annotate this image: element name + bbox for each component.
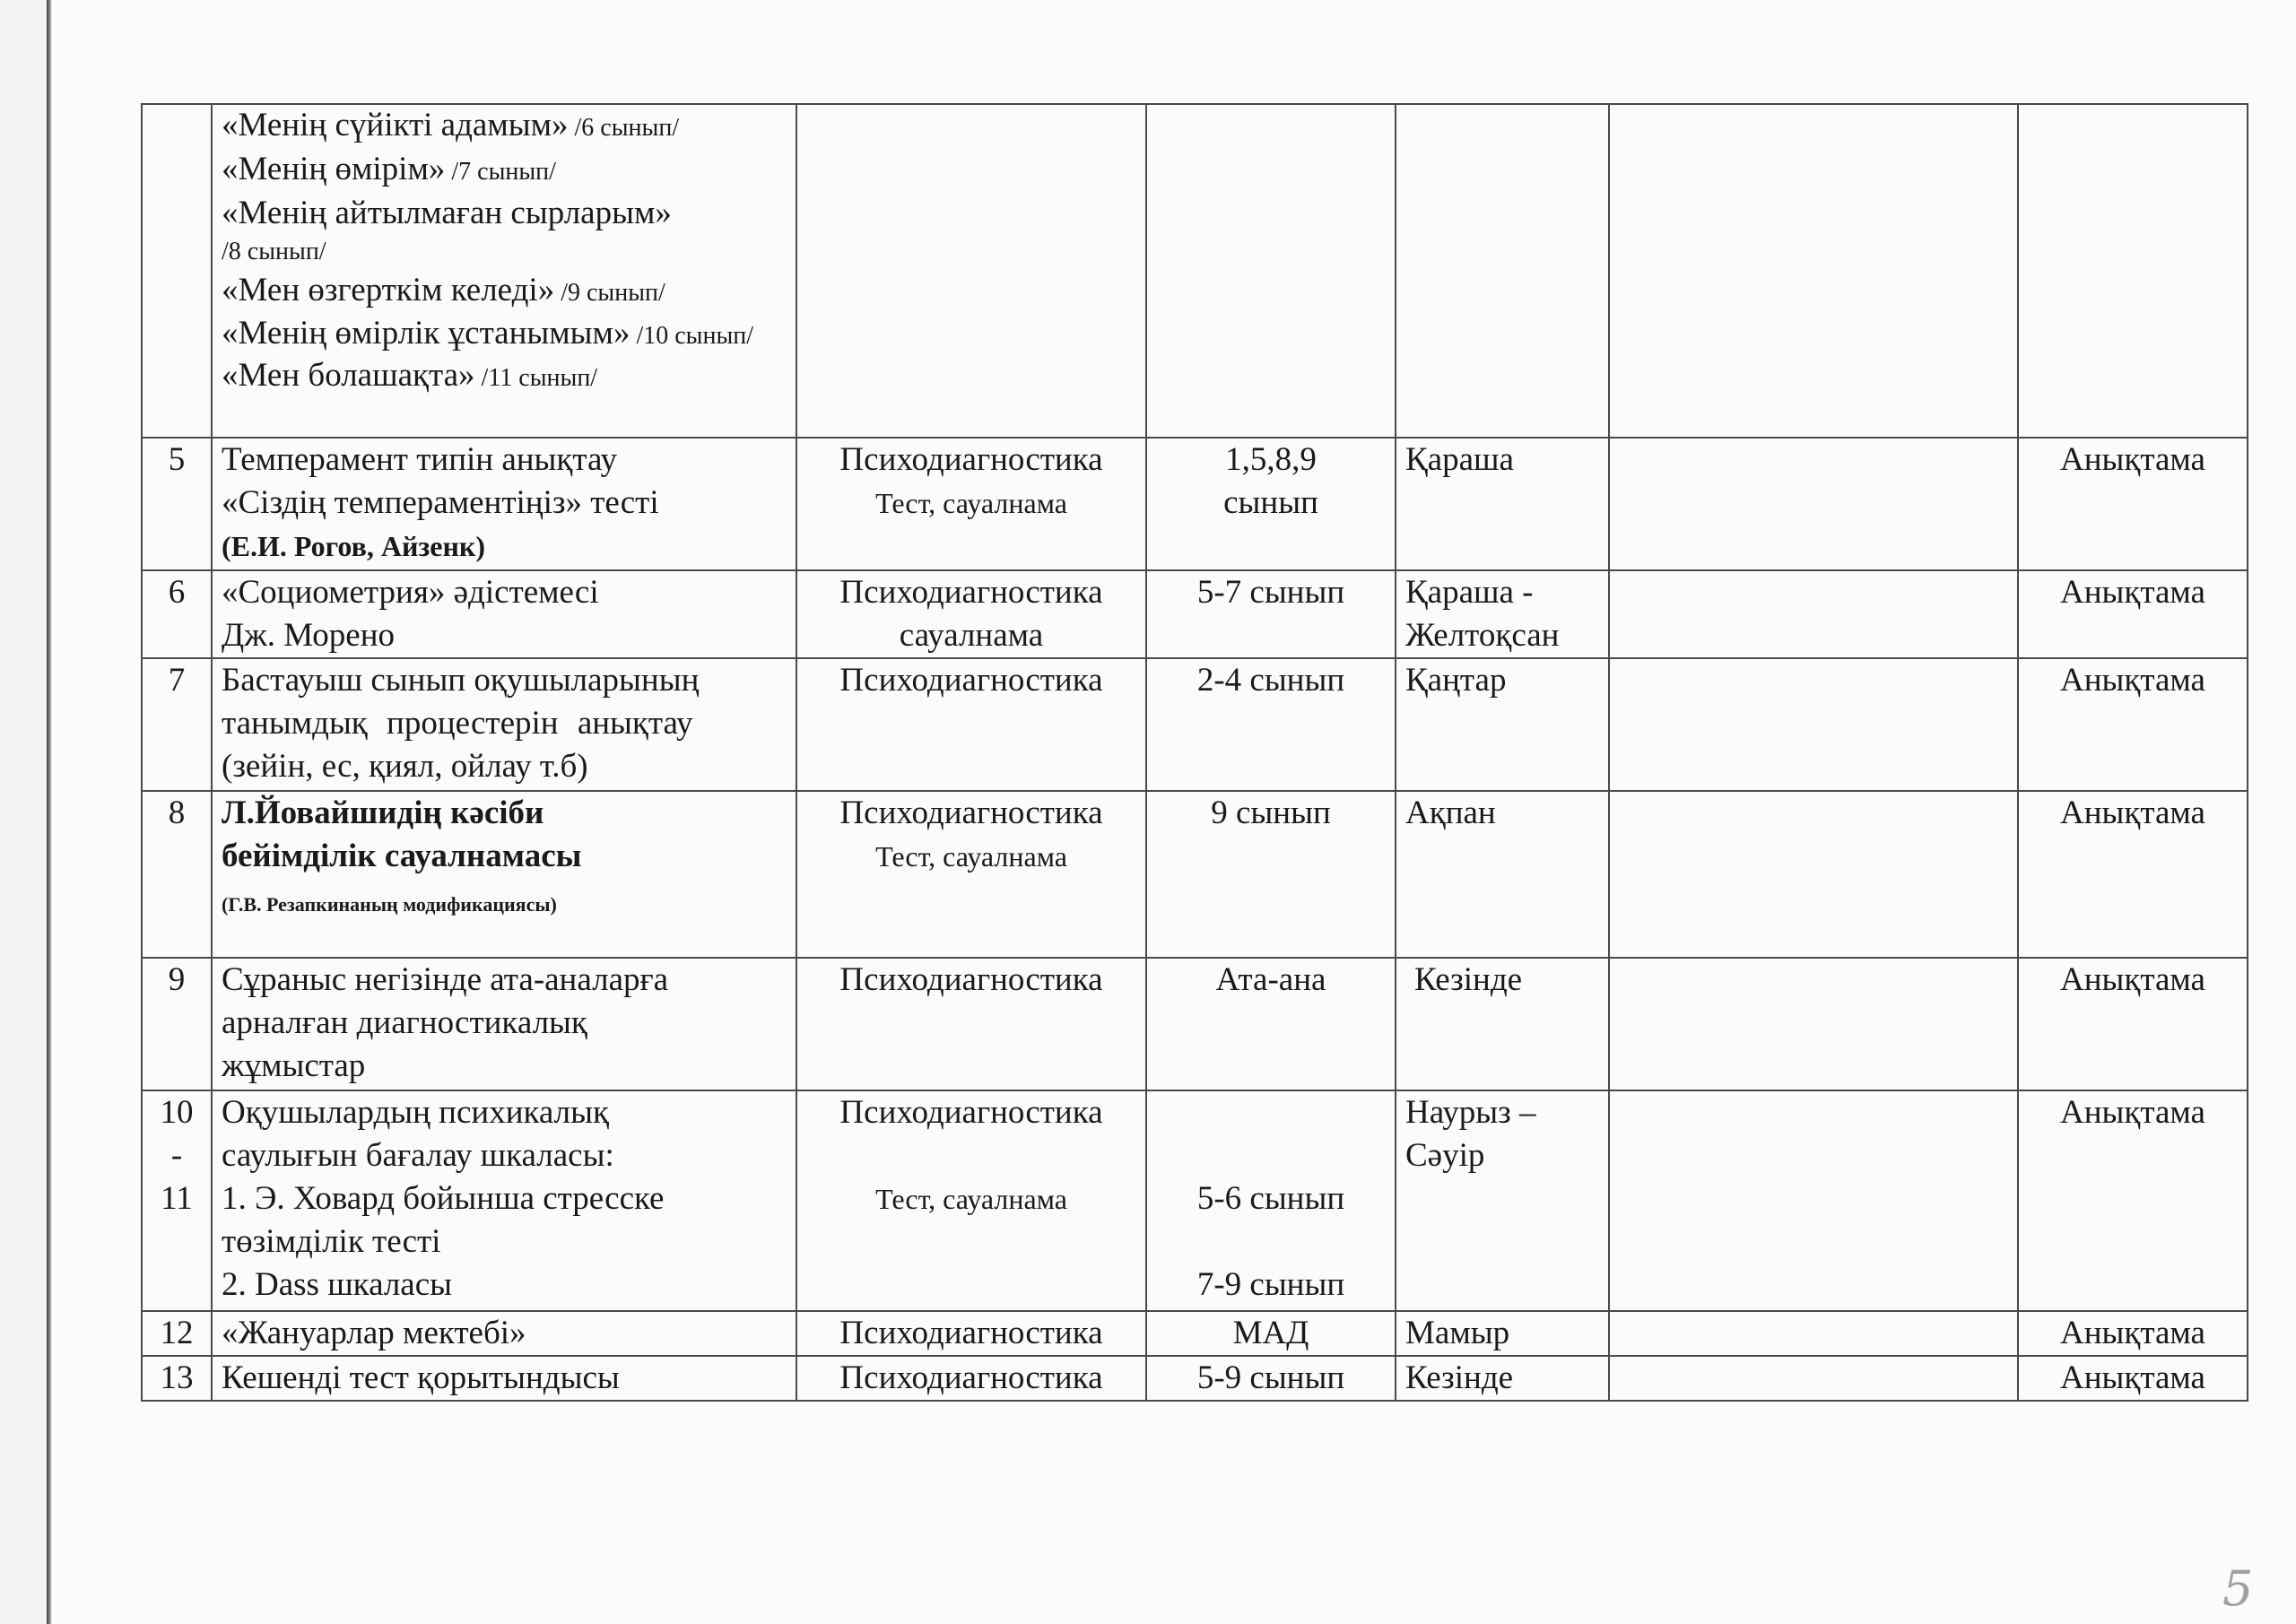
topic-item <box>222 356 787 398</box>
grade-line: 5-6 сынып <box>1196 1180 1345 1217</box>
table-row <box>142 570 2248 658</box>
activity-modification: (Г.В. Резапкинаның модификациясы) <box>222 893 557 916</box>
activity-line: «Социометрия» әдістемесі <box>222 574 599 611</box>
topic-grade: /11 сынып/ <box>474 364 598 392</box>
table-row <box>142 1090 2248 1311</box>
activity-line: (зейін, ес, қиял, ойлау т.б) <box>222 748 588 785</box>
topic-title: «Мен өзгерткім келеді» <box>222 272 555 308</box>
form-type: Психодиагностика <box>839 574 1103 611</box>
responsible-cell <box>1609 1311 2018 1356</box>
responsible-cell <box>1609 438 2018 570</box>
table-row <box>142 1356 2248 1401</box>
topic-list <box>212 104 796 438</box>
time-line: Наурыз – <box>1405 1094 1536 1131</box>
form-type: Психодиагностика <box>796 958 1146 1090</box>
grade-cell <box>1146 438 1396 570</box>
grade-cell: 5-7 сынып <box>1146 570 1396 658</box>
form-cell <box>796 438 1146 570</box>
form-type: Психодиагностика <box>796 658 1146 791</box>
activity-name <box>212 791 796 958</box>
time-cell <box>1396 104 1609 438</box>
result-cell: Анықтама <box>2018 570 2248 658</box>
time-cell: Кезінде <box>1396 1356 1609 1401</box>
spacer <box>1156 1220 1386 1264</box>
grade-cell: 5-9 сынып <box>1146 1356 1396 1401</box>
activity-line: бейімділік сауалнамасы <box>222 838 582 874</box>
row-number: 12 <box>142 1311 212 1356</box>
activity-line: арналған диагностикалық <box>222 1004 587 1041</box>
responsible-cell <box>1609 658 2018 791</box>
responsible-cell <box>1609 570 2018 658</box>
activity-line: танымдық процестерін анықтау <box>222 705 693 742</box>
form-method: Тест, сауалнама <box>875 840 1067 873</box>
responsible-cell <box>1609 104 2018 438</box>
grade-cell: 2-4 сынып <box>1146 658 1396 791</box>
activity-name <box>212 1090 796 1311</box>
responsible-cell <box>1609 1356 2018 1401</box>
time-line: Желтоқсан <box>1405 617 1560 654</box>
topic-item <box>222 270 787 314</box>
result-cell: Анықтама <box>2018 1090 2248 1311</box>
activity-line: Дж. Морено <box>222 617 396 654</box>
activity-line: саулығын бағалау шкаласы: <box>222 1137 614 1174</box>
activity-name <box>212 958 796 1090</box>
page-number: 5 <box>2222 1560 2254 1617</box>
form-type: Психодиагностика <box>796 1356 1146 1401</box>
grade-cell <box>1146 1090 1396 1311</box>
topic-item <box>222 193 787 234</box>
result-cell: Анықтама <box>2018 791 2248 958</box>
result-cell <box>2018 104 2248 438</box>
activity-authors: (Е.И. Рогов, Айзенк) <box>222 530 485 562</box>
activity-name <box>212 438 796 570</box>
time-cell <box>1396 570 1609 658</box>
table-row <box>142 791 2248 958</box>
form-cell <box>796 791 1146 958</box>
row-number-part: 11 <box>161 1180 193 1217</box>
table-row <box>142 104 2248 438</box>
grade-line: 1,5,8,9 <box>1225 441 1317 478</box>
form-type: Психодиагностика <box>839 795 1103 831</box>
activity-line: Сұраныс негізінде ата-аналарға <box>222 961 669 998</box>
row-number: 8 <box>142 791 212 958</box>
activity-line: «Сіздің темпераментіңіз» тесті <box>222 484 659 521</box>
grade-cell <box>1146 104 1396 438</box>
scan-edge-shadow <box>47 0 52 1624</box>
topic-title: «Менің өмірлік ұстанымым» <box>222 315 631 352</box>
responsible-cell <box>1609 958 2018 1090</box>
scan-margin <box>0 0 47 1624</box>
topic-title: «Менің өмірім» <box>222 151 446 187</box>
topic-item <box>222 105 787 149</box>
result-cell: Анықтама <box>2018 1356 2248 1401</box>
grade-cell: МАД <box>1146 1311 1396 1356</box>
time-cell <box>1396 1090 1609 1311</box>
row-number: 5 <box>142 438 212 570</box>
form-cell <box>796 104 1146 438</box>
form-cell <box>796 1090 1146 1311</box>
responsible-cell <box>1609 791 2018 958</box>
activity-line: 2. Dass шкаласы <box>222 1266 453 1303</box>
topic-title: «Менің сүйікті адамым» <box>222 107 569 143</box>
activity-line: Темперамент типін анықтау <box>222 441 618 478</box>
row-number <box>142 104 212 438</box>
grade-line: сынып <box>1223 484 1318 521</box>
result-cell: Анықтама <box>2018 958 2248 1090</box>
spacer <box>806 1134 1136 1177</box>
form-cell <box>796 570 1146 658</box>
topic-grade: /8 сынып/ <box>222 238 326 265</box>
topic-grade: /7 сынып/ <box>445 158 556 186</box>
spacer <box>1156 1091 1386 1134</box>
row-number: 9 <box>142 958 212 1090</box>
activity-name <box>212 570 796 658</box>
time-line: Қараша - <box>1405 574 1534 611</box>
row-number-part: - <box>170 1137 183 1174</box>
result-cell: Анықтама <box>2018 1311 2248 1356</box>
topic-item <box>222 314 787 356</box>
time-cell: Ақпан <box>1396 791 1609 958</box>
activity-line: Оқушылардың психикалық <box>222 1094 609 1131</box>
topic-grade: /10 сынып/ <box>630 322 754 350</box>
form-method: сауалнама <box>899 617 1044 654</box>
row-number-part: 10 <box>160 1094 194 1131</box>
topic-title: «Мен болашақта» <box>222 357 475 394</box>
activity-line: Л.Йовайшидің кәсіби <box>222 795 544 831</box>
activity-line: 1. Э. Ховард бойынша стресске <box>222 1180 665 1217</box>
activity-line: Бастауыш сынып оқушыларының <box>222 662 700 699</box>
form-type: Психодиагностика <box>839 1094 1103 1131</box>
result-cell: Анықтама <box>2018 438 2248 570</box>
table-row <box>142 958 2248 1090</box>
spacer <box>1156 1134 1386 1177</box>
grade-line: 7-9 сынып <box>1196 1266 1345 1303</box>
time-cell: Қараша <box>1396 438 1609 570</box>
row-number: 13 <box>142 1356 212 1401</box>
table-row <box>142 1311 2248 1356</box>
activity-line: төзімділік тесті <box>222 1223 441 1260</box>
form-type: Психодиагностика <box>796 1311 1146 1356</box>
grade-cell: Ата-ана <box>1146 958 1396 1090</box>
time-cell: Кезінде <box>1396 958 1609 1090</box>
time-cell: Қаңтар <box>1396 658 1609 791</box>
responsible-cell <box>1609 1090 2018 1311</box>
form-type: Психодиагностика <box>839 441 1103 478</box>
activity-name: Кешенді тест қорытындысы <box>212 1356 796 1401</box>
time-line: Сәуір <box>1405 1137 1485 1174</box>
activity-name <box>212 658 796 791</box>
grade-cell: 9 сынып <box>1146 791 1396 958</box>
row-number: 7 <box>142 658 212 791</box>
row-number: 6 <box>142 570 212 658</box>
form-method: Тест, сауалнама <box>875 487 1067 519</box>
row-number <box>142 1090 212 1311</box>
work-plan-table <box>141 103 2248 1402</box>
form-method: Тест, сауалнама <box>875 1183 1067 1215</box>
activity-name: «Жануарлар мектебі» <box>212 1311 796 1356</box>
activity-line: жұмыстар <box>222 1047 366 1084</box>
topic-grade: /9 сынып/ <box>554 279 665 307</box>
topic-item <box>222 149 787 193</box>
topic-title: «Менің айтылмаған сырларым» <box>222 195 672 231</box>
table-row <box>142 658 2248 791</box>
result-cell: Анықтама <box>2018 658 2248 791</box>
time-cell: Мамыр <box>1396 1311 1609 1356</box>
table-row <box>142 438 2248 570</box>
topic-grade: /6 сынып/ <box>568 114 680 142</box>
